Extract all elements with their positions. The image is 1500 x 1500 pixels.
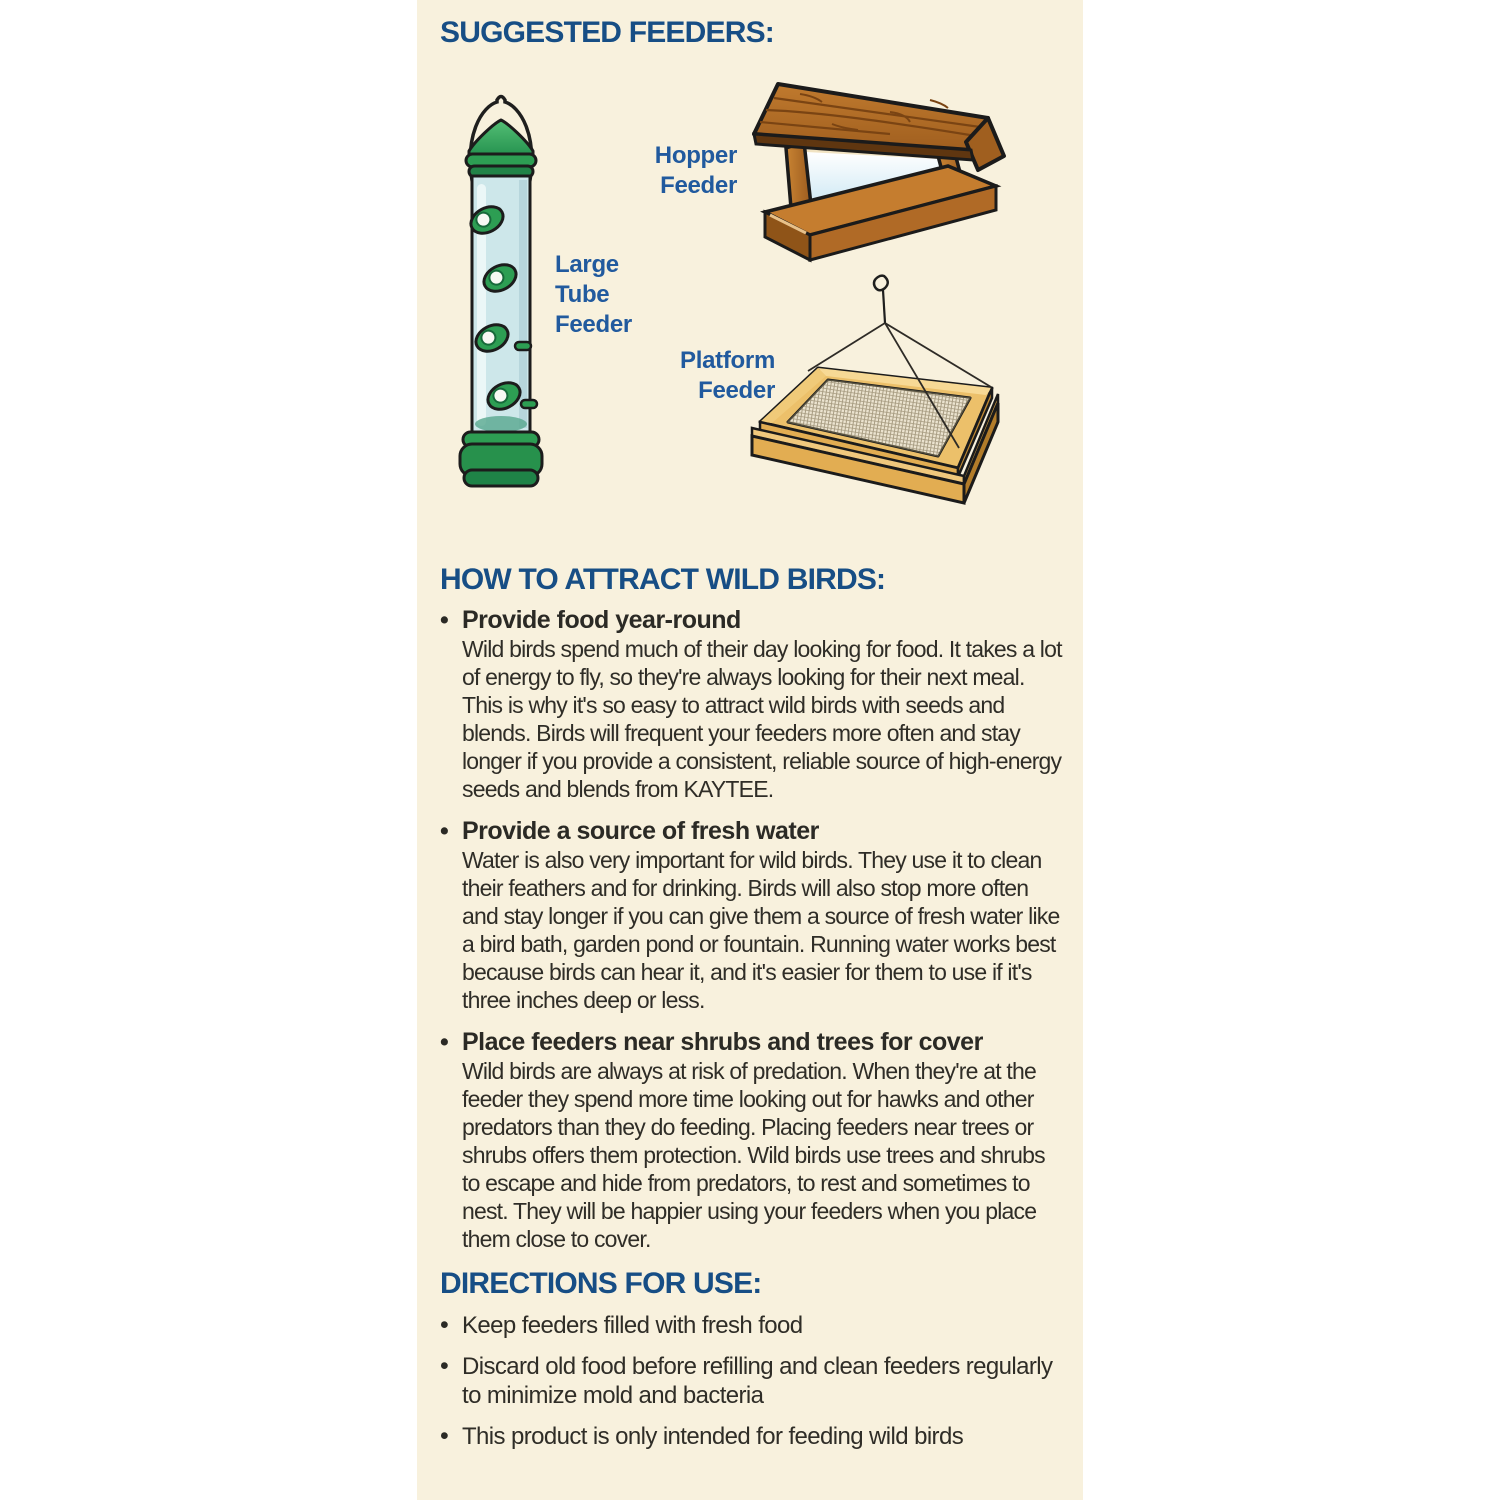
how-to-attract-heading: HOW TO ATTRACT WILD BIRDS: — [440, 563, 886, 596]
tip-fresh-water — [440, 816, 1063, 1014]
suggested-feeders-heading: SUGGESTED FEEDERS: — [440, 16, 774, 49]
large-tube-feeder-label: Large Tube Feeder — [555, 251, 632, 338]
attract-tips-list — [440, 605, 1063, 1253]
tip-cover — [440, 1027, 1063, 1253]
tip-body: Wild birds spend much of their day looking for food. It takes a lot of energy to fly, so they're always looking for their next meal. This is why it's so easy to attract wild birds with seeds and blends. Birds will frequent your feeders more often and stay longer if you provide a consistent, reliable source of high-energy seeds and blends from KAYTEE. — [462, 636, 1062, 802]
tip-title: Place feeders near shrubs and trees for cover — [462, 1028, 983, 1056]
direction-item: • Keep feeders filled with fresh food — [440, 1311, 803, 1339]
platform-feeder-icon — [742, 272, 1000, 508]
tip-title: Provide food year-round — [462, 606, 741, 634]
bullet-marker: • — [440, 606, 449, 634]
directions-heading: DIRECTIONS FOR USE: — [440, 1267, 762, 1300]
tip-body: Water is also very important for wild birds. They use it to clean their feathers and for drinking. Birds will also stop more often and stay longer if you can give them a source of fresh water like a bird bath, garden pond or fountain. Running water works best because birds can hear it, and it's easier for them to use if it's three inches deep or less. — [462, 847, 1060, 1013]
tip-body: Wild birds are always at risk of predation. When they're at the feeder they spend more time looking out for hawks and other predators than they do feeding. Placing feeders near trees or shrubs offers them protection. Wild birds use trees and shrubs to escape and hide from predators, to rest and sometimes to nest. They will be happier using your feeders when you place them close to cover. — [462, 1058, 1045, 1252]
direction-item: • Discard old food before refilling and clean feeders regularly to minimize mold and bacteria — [440, 1352, 1053, 1409]
bullet-marker: • — [440, 1028, 449, 1056]
bullet-marker: • — [440, 817, 449, 845]
direction-item: • This product is only intended for feeding wild birds — [440, 1422, 964, 1450]
large-tube-feeder-icon — [453, 90, 549, 514]
tip-title: Provide a source of fresh water — [462, 817, 819, 845]
platform-feeder-label: Platform Feeder — [680, 347, 775, 404]
tip-provide-food — [440, 605, 1063, 803]
feeder-illustrations — [440, 50, 1063, 547]
bullet-marker: • — [440, 1311, 449, 1339]
bullet-marker: • — [440, 1352, 449, 1380]
package-label-panel — [417, 0, 1083, 1500]
hopper-feeder-icon — [740, 72, 1012, 268]
hopper-feeder-label: Hopper Feeder — [654, 142, 737, 199]
hanging-hook — [874, 276, 888, 291]
bullet-marker: • — [440, 1422, 449, 1450]
directions-list — [440, 1311, 1063, 1451]
